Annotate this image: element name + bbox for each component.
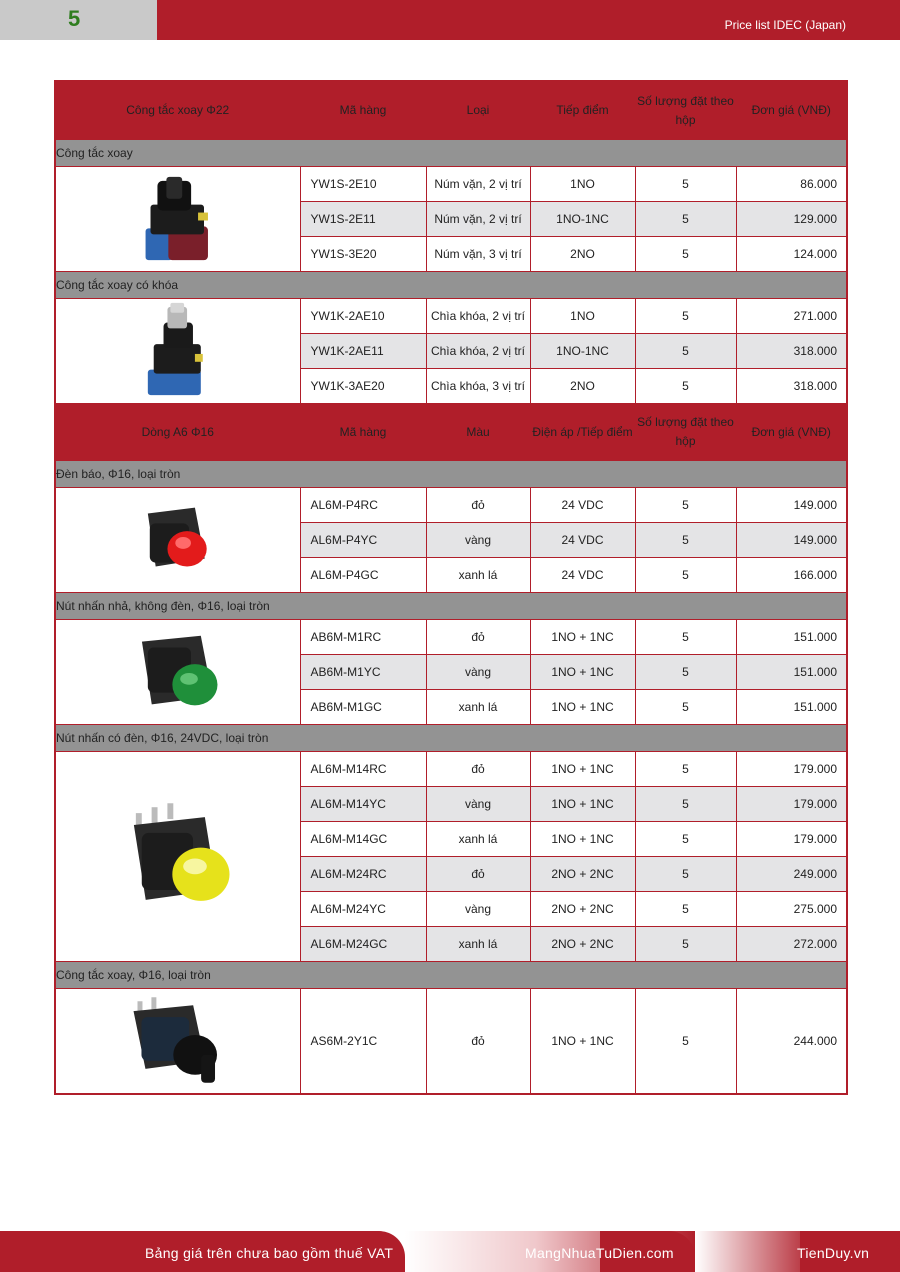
table-row: AL6M-M14GC xanh lá 1NO + 1NC 5 179.000	[55, 822, 847, 857]
website-link-2[interactable]: TienDuy.vn	[797, 1245, 870, 1261]
section-title: Công tắc xoay có khóa	[55, 272, 847, 299]
table-row: AB6M-M1RC đỏ 1NO + 1NC 5 151.000	[55, 620, 847, 655]
column-header: Số lượng đặt theo hộp	[635, 81, 736, 140]
header-title: Price list IDEC (Japan)	[724, 18, 846, 32]
top-header-bar	[0, 0, 900, 40]
column-header: Công tắc xoay Φ22	[55, 81, 300, 140]
table-row: AB6M-M1YC vàng 1NO + 1NC 5 151.000	[55, 655, 847, 690]
column-header: Dòng A6 Φ16	[55, 404, 300, 461]
table-row: YW1K-2AE10 Chìa khóa, 2 vị trí 1NO 5 271.000	[55, 299, 847, 334]
table-row: AL6M-M24GC xanh lá 2NO + 2NC 5 272.000	[55, 927, 847, 962]
column-header: Điện áp /Tiếp điểm	[530, 404, 635, 461]
column-header: Số lượng đặt theo hộp	[635, 404, 736, 461]
table-row: YW1S-2E10 Núm vặn, 2 vị trí 1NO 5 86.000	[55, 167, 847, 202]
red-pilot-lamp-icon	[56, 488, 300, 592]
table-row: YW1S-3E20 Núm vặn, 3 vị trí 2NO 5 124.000	[55, 237, 847, 272]
product-image	[55, 989, 300, 1095]
green-push-button-icon	[56, 620, 300, 724]
header-band	[157, 0, 900, 40]
table-header-row	[55, 81, 847, 140]
product-image	[55, 752, 300, 962]
table-row: AL6M-M24RC đỏ 2NO + 2NC 5 249.000	[55, 857, 847, 892]
price-table	[54, 80, 848, 1095]
page-number: 5	[68, 6, 81, 31]
column-header: Loại	[426, 81, 530, 140]
column-header: Tiếp điểm	[530, 81, 635, 140]
section-title: Công tắc xoay	[55, 140, 847, 167]
section-title: Công tắc xoay, Φ16, loại tròn	[55, 962, 847, 989]
column-header: Đơn giá (VNĐ)	[736, 81, 847, 140]
table-header-row	[55, 404, 847, 461]
table-row: AS6M-2Y1C đỏ 1NO + 1NC 5 244.000	[55, 989, 847, 1095]
table-row: YW1K-3AE20 Chìa khóa, 3 vị trí 2NO 5 318.000	[55, 369, 847, 404]
product-image	[55, 167, 300, 272]
section-title: Nút nhấn có đèn, Φ16, 24VDC, loại tròn	[55, 725, 847, 752]
product-image	[55, 620, 300, 725]
footer	[0, 1231, 900, 1272]
column-header: Đơn giá (VNĐ)	[736, 404, 847, 461]
website-link-1[interactable]: MangNhuaTuDien.com	[525, 1245, 674, 1261]
table-row: AL6M-M24YC vàng 2NO + 2NC 5 275.000	[55, 892, 847, 927]
column-header: Mã hàng	[300, 81, 426, 140]
key-selector-switch-icon	[56, 299, 300, 403]
section-title: Nút nhấn nhả, không đèn, Φ16, loại tròn	[55, 593, 847, 620]
product-image	[55, 299, 300, 404]
rotary-selector-switch-icon	[56, 167, 300, 271]
section-title: Đèn báo, Φ16, loại tròn	[55, 461, 847, 488]
table-row: AL6M-M14RC đỏ 1NO + 1NC 5 179.000	[55, 752, 847, 787]
table-row: YW1S-2E11 Núm vặn, 2 vị trí 1NO-1NC 5 129.000	[55, 202, 847, 237]
table-row: YW1K-2AE11 Chìa khóa, 2 vị trí 1NO-1NC 5 318.000	[55, 334, 847, 369]
table-row: AB6M-M1GC xanh lá 1NO + 1NC 5 151.000	[55, 690, 847, 725]
column-header: Mã hàng	[300, 404, 426, 461]
rotary-switch-16-icon	[56, 989, 300, 1093]
table-row: AL6M-M14YC vàng 1NO + 1NC 5 179.000	[55, 787, 847, 822]
yellow-illuminated-button-icon	[56, 752, 300, 961]
table-row: AL6M-P4YC vàng 24 VDC 5 149.000	[55, 523, 847, 558]
column-header: Màu	[426, 404, 530, 461]
table-row: AL6M-P4RC đỏ 24 VDC 5 149.000	[55, 488, 847, 523]
page-number-tab	[0, 0, 157, 40]
table-row: AL6M-P4GC xanh lá 24 VDC 5 166.000	[55, 558, 847, 593]
vat-note: Bảng giá trên chưa bao gồm thuế VAT	[145, 1245, 394, 1261]
product-image	[55, 488, 300, 593]
